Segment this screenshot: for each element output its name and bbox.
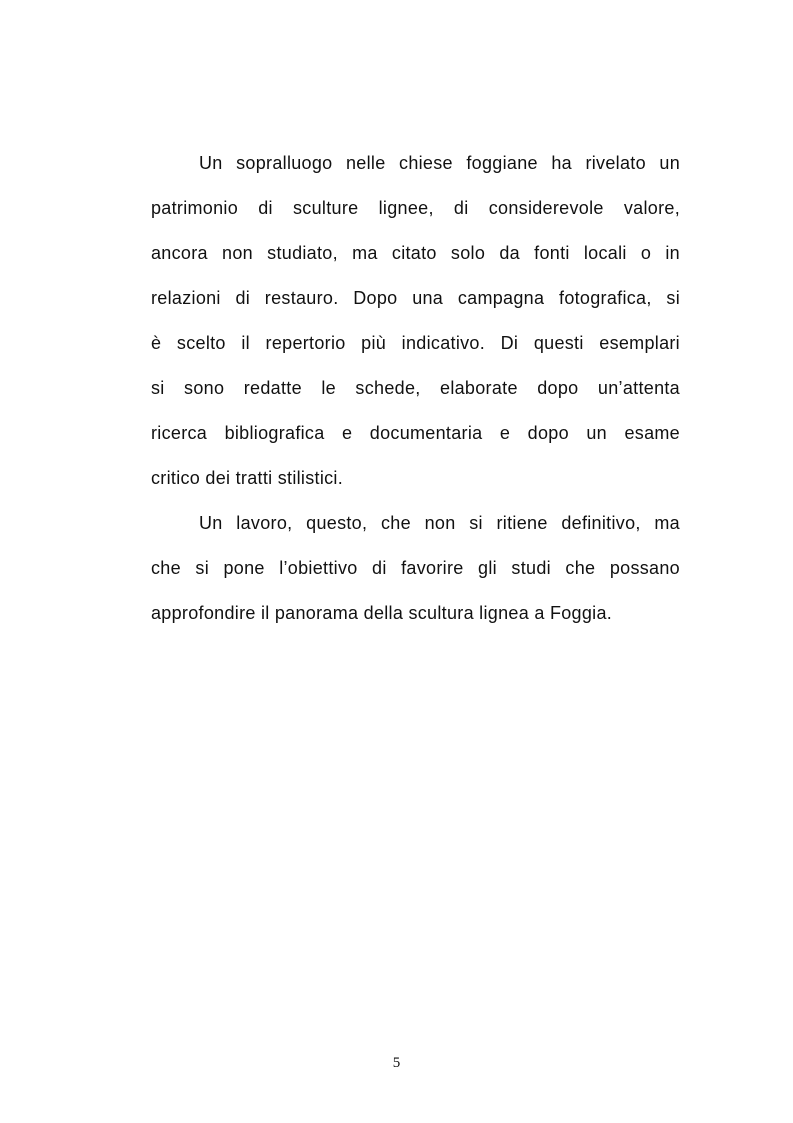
text-line: ancora non studiato, ma citato solo da fonti locali o in bbox=[151, 243, 680, 263]
text-line: critico dei tratti stilistici. bbox=[151, 468, 344, 488]
text-line: che si pone l’obiettivo di favorire gli studi che possano bbox=[151, 558, 680, 578]
body-text bbox=[151, 141, 680, 636]
paragraph-1 bbox=[151, 141, 680, 501]
text-line: si sono redatte le schede, elaborate dopo un’attenta bbox=[151, 378, 680, 398]
paragraph-2 bbox=[151, 501, 680, 636]
text-line: è scelto il repertorio più indicativo. Di questi esemplari bbox=[151, 333, 680, 353]
text-line: Un sopralluogo nelle chiese foggiane ha rivelato un bbox=[199, 153, 680, 173]
text-line: ricerca bibliografica e documentaria e dopo un esame bbox=[151, 423, 680, 443]
page-number: 5 bbox=[392, 1055, 401, 1071]
text-line: approfondire il panorama della scultura lignea a Foggia. bbox=[151, 603, 613, 623]
text-line: Un lavoro, questo, che non si ritiene definitivo, ma bbox=[199, 513, 680, 533]
text-line: patrimonio di sculture lignee, di considerevole valore, bbox=[151, 198, 680, 218]
text-line: relazioni di restauro. Dopo una campagna fotografica, si bbox=[151, 288, 680, 308]
